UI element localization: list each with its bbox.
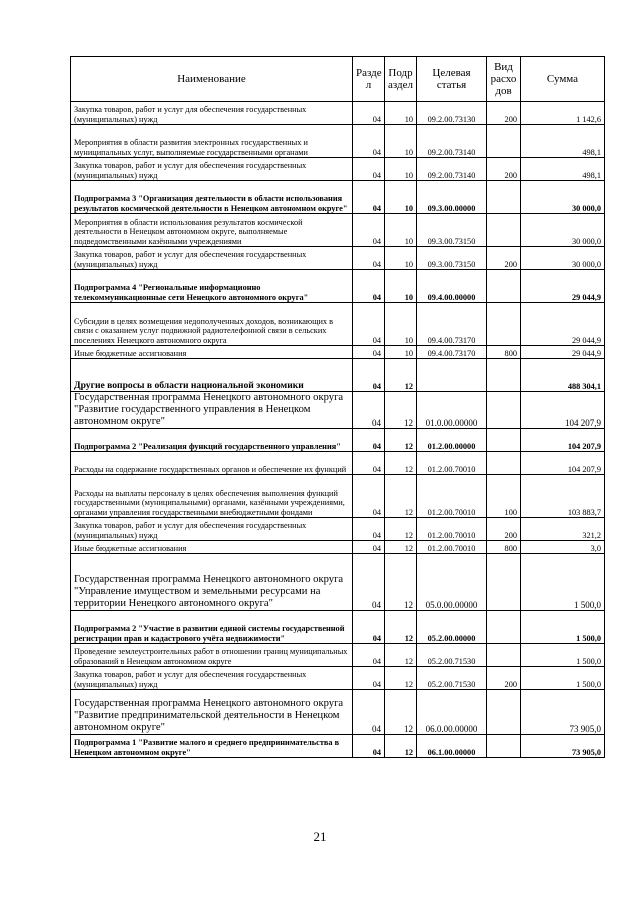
cell-subsection: 12 xyxy=(385,518,417,541)
cell-section: 04 xyxy=(353,346,385,359)
cell-subsection: 12 xyxy=(385,611,417,644)
table-row xyxy=(71,181,605,214)
cell-subsection: 10 xyxy=(385,125,417,158)
table-row xyxy=(71,158,605,181)
cell-target: 06.1.00.00000 xyxy=(417,735,487,758)
table-row xyxy=(71,102,605,125)
cell-section: 04 xyxy=(353,392,385,429)
cell-name: Закупка товаров, работ и услуг для обеспечения государственных (муниципальных) нужд xyxy=(71,102,353,125)
cell-expense-type: 800 xyxy=(487,346,521,359)
cell-name: Государственная программа Ненецкого автономного округа "Развитие предпринимательской деятельности в Ненецком автономном округе" xyxy=(71,690,353,735)
cell-section: 04 xyxy=(353,214,385,247)
cell-subsection: 12 xyxy=(385,359,417,392)
cell-subsection: 12 xyxy=(385,475,417,518)
cell-name: Государственная программа Ненецкого автономного округа "Развитие государственного управления в Ненецком автономном округе" xyxy=(71,392,353,429)
cell-subsection: 12 xyxy=(385,541,417,554)
cell-name: Закупка товаров, работ и услуг для обеспечения государственных (муниципальных) нужд xyxy=(71,158,353,181)
cell-name: Расходы на выплаты персоналу в целях обеспечения выполнения функций государственными (муниципальными) органами, казёнными учреждениями, органами управления государственными внебюджетными фондами xyxy=(71,475,353,518)
cell-name: Проведение землеустроительных работ в отношении границ муниципальных образований в Ненецком автономном округе xyxy=(71,644,353,667)
cell-target: 09.4.00.00000 xyxy=(417,270,487,303)
cell-target: 01.2.00.70010 xyxy=(417,452,487,475)
cell-expense-type xyxy=(487,429,521,452)
cell-subsection: 10 xyxy=(385,158,417,181)
table-row xyxy=(71,667,605,690)
cell-target: 01.2.00.70010 xyxy=(417,475,487,518)
cell-subsection: 10 xyxy=(385,181,417,214)
page-number: 21 xyxy=(313,829,327,844)
cell-sum: 104 207,9 xyxy=(521,392,605,429)
cell-target: 09.4.00.73170 xyxy=(417,303,487,346)
cell-sum: 103 883,7 xyxy=(521,475,605,518)
cell-name: Субсидии в целях возмещения недополученных доходов, возникающих в связи с оказанием услуг подвижной радиотелефонной связи в сельских поселениях Ненецкого автономного округа xyxy=(71,303,353,346)
cell-section: 04 xyxy=(353,158,385,181)
cell-section: 04 xyxy=(353,735,385,758)
cell-target: 01.2.00.70010 xyxy=(417,518,487,541)
cell-sum: 321,2 xyxy=(521,518,605,541)
cell-target: 01.2.00.70010 xyxy=(417,541,487,554)
header-name: Наименование xyxy=(71,57,353,102)
cell-subsection: 12 xyxy=(385,644,417,667)
cell-sum: 73 905,0 xyxy=(521,690,605,735)
cell-expense-type xyxy=(487,611,521,644)
cell-name: Подпрограмма 3 "Организация деятельности в области использования результатов космической деятельности в Ненецком автономном округе" xyxy=(71,181,353,214)
cell-expense-type: 200 xyxy=(487,518,521,541)
cell-subsection: 12 xyxy=(385,429,417,452)
cell-sum: 1 500,0 xyxy=(521,667,605,690)
cell-name: Мероприятия в области развития электронных государственных и муниципальных услуг, выполняемые государственными органами xyxy=(71,125,353,158)
cell-sum: 73 905,0 xyxy=(521,735,605,758)
table-row xyxy=(71,247,605,270)
table-row xyxy=(71,270,605,303)
cell-expense-type xyxy=(487,735,521,758)
cell-name: Подпрограмма 1 "Развитие малого и среднего предпринимательства в Ненецком автономном округе" xyxy=(71,735,353,758)
cell-sum: 498,1 xyxy=(521,158,605,181)
cell-expense-type xyxy=(487,270,521,303)
cell-target: 09.3.00.73150 xyxy=(417,247,487,270)
cell-subsection: 10 xyxy=(385,247,417,270)
table-row xyxy=(71,429,605,452)
cell-target: 09.2.00.73140 xyxy=(417,125,487,158)
cell-subsection: 10 xyxy=(385,303,417,346)
cell-name: Мероприятия в области использования результатов космической деятельности в Ненецком автономном округе, выполняемые подведомственными казёнными учреждениями xyxy=(71,214,353,247)
cell-expense-type xyxy=(487,303,521,346)
table-row xyxy=(71,475,605,518)
cell-sum: 1 142,6 xyxy=(521,102,605,125)
cell-section: 04 xyxy=(353,475,385,518)
cell-target xyxy=(417,359,487,392)
cell-section: 04 xyxy=(353,667,385,690)
cell-name: Подпрограмма 2 "Участие в развитии единой системы государственной регистрации прав и кадастрового учёта недвижимости" xyxy=(71,611,353,644)
cell-name: Закупка товаров, работ и услуг для обеспечения государственных (муниципальных) нужд xyxy=(71,247,353,270)
table-row xyxy=(71,346,605,359)
cell-subsection: 12 xyxy=(385,735,417,758)
cell-target: 09.3.00.00000 xyxy=(417,181,487,214)
cell-target: 01.2.00.00000 xyxy=(417,429,487,452)
cell-subsection: 12 xyxy=(385,667,417,690)
cell-section: 04 xyxy=(353,102,385,125)
table-body xyxy=(71,102,605,758)
cell-expense-type xyxy=(487,644,521,667)
cell-sum: 104 207,9 xyxy=(521,452,605,475)
cell-expense-type xyxy=(487,554,521,611)
cell-sum: 29 044,9 xyxy=(521,270,605,303)
table-row xyxy=(71,518,605,541)
cell-sum: 29 044,9 xyxy=(521,303,605,346)
cell-section: 04 xyxy=(353,554,385,611)
table-row xyxy=(71,214,605,247)
cell-sum: 488 304,1 xyxy=(521,359,605,392)
cell-section: 04 xyxy=(353,429,385,452)
header-subsection: Подр аздел xyxy=(385,57,417,102)
table-header-row xyxy=(71,57,605,102)
budget-table xyxy=(70,56,605,758)
table-row xyxy=(71,303,605,346)
cell-subsection: 12 xyxy=(385,690,417,735)
cell-name: Закупка товаров, работ и услуг для обеспечения государственных (муниципальных) нужд xyxy=(71,518,353,541)
cell-section: 04 xyxy=(353,181,385,214)
table-row xyxy=(71,554,605,611)
cell-expense-type xyxy=(487,392,521,429)
cell-section: 04 xyxy=(353,644,385,667)
cell-subsection: 10 xyxy=(385,102,417,125)
cell-target: 05.0.00.00000 xyxy=(417,554,487,611)
cell-target: 05.2.00.00000 xyxy=(417,611,487,644)
table-row xyxy=(71,611,605,644)
cell-sum: 1 500,0 xyxy=(521,644,605,667)
cell-section: 04 xyxy=(353,303,385,346)
cell-sum: 3,0 xyxy=(521,541,605,554)
cell-sum: 29 044,9 xyxy=(521,346,605,359)
cell-sum: 30 000,0 xyxy=(521,247,605,270)
table-row xyxy=(71,359,605,392)
cell-target: 01.0.00.00000 xyxy=(417,392,487,429)
cell-section: 04 xyxy=(353,611,385,644)
cell-expense-type xyxy=(487,125,521,158)
cell-name: Расходы на содержание государственных органов и обеспечение их функций xyxy=(71,452,353,475)
cell-expense-type: 100 xyxy=(487,475,521,518)
cell-subsection: 12 xyxy=(385,452,417,475)
header-expense-type: Вид расхо дов xyxy=(487,57,521,102)
table-row xyxy=(71,452,605,475)
cell-subsection: 12 xyxy=(385,554,417,611)
table-row xyxy=(71,125,605,158)
cell-expense-type: 800 xyxy=(487,541,521,554)
header-section: Разде л xyxy=(353,57,385,102)
cell-sum: 30 000,0 xyxy=(521,181,605,214)
cell-expense-type xyxy=(487,181,521,214)
cell-section: 04 xyxy=(353,359,385,392)
cell-section: 04 xyxy=(353,541,385,554)
cell-target: 09.2.00.73140 xyxy=(417,158,487,181)
cell-section: 04 xyxy=(353,247,385,270)
table-row xyxy=(71,392,605,429)
cell-name: Подпрограмма 2 "Реализация функций государственного управления" xyxy=(71,429,353,452)
cell-sum: 1 500,0 xyxy=(521,554,605,611)
cell-name: Иные бюджетные ассигнования xyxy=(71,541,353,554)
cell-sum: 1 500,0 xyxy=(521,611,605,644)
cell-expense-type: 200 xyxy=(487,158,521,181)
cell-target: 05.2.00.71530 xyxy=(417,644,487,667)
cell-target: 06.0.00.00000 xyxy=(417,690,487,735)
cell-name: Закупка товаров, работ и услуг для обеспечения государственных (муниципальных) нужд xyxy=(71,667,353,690)
cell-subsection: 10 xyxy=(385,214,417,247)
cell-expense-type: 200 xyxy=(487,667,521,690)
cell-expense-type xyxy=(487,452,521,475)
cell-section: 04 xyxy=(353,270,385,303)
table-row xyxy=(71,735,605,758)
cell-sum: 104 207,9 xyxy=(521,429,605,452)
cell-target: 09.3.00.73150 xyxy=(417,214,487,247)
cell-name: Государственная программа Ненецкого автономного округа "Управление имуществом и земельными ресурсами на территории Ненецкого автономного округа" xyxy=(71,554,353,611)
cell-section: 04 xyxy=(353,125,385,158)
cell-sum: 30 000,0 xyxy=(521,214,605,247)
cell-expense-type xyxy=(487,359,521,392)
cell-name: Иные бюджетные ассигнования xyxy=(71,346,353,359)
cell-expense-type: 200 xyxy=(487,102,521,125)
cell-target: 09.4.00.73170 xyxy=(417,346,487,359)
cell-expense-type: 200 xyxy=(487,247,521,270)
table-row xyxy=(71,644,605,667)
cell-target: 05.2.00.71530 xyxy=(417,667,487,690)
cell-name: Подпрограмма 4 "Региональные информационно телекоммуникационные сети Ненецкого автономного округа" xyxy=(71,270,353,303)
cell-subsection: 12 xyxy=(385,392,417,429)
cell-expense-type xyxy=(487,690,521,735)
cell-subsection: 10 xyxy=(385,346,417,359)
header-sum: Сумма xyxy=(521,57,605,102)
cell-target: 09.2.00.73130 xyxy=(417,102,487,125)
cell-section: 04 xyxy=(353,518,385,541)
cell-subsection: 10 xyxy=(385,270,417,303)
cell-section: 04 xyxy=(353,452,385,475)
table-row xyxy=(71,541,605,554)
cell-expense-type xyxy=(487,214,521,247)
cell-sum: 498,1 xyxy=(521,125,605,158)
header-target: Целевая статья xyxy=(417,57,487,102)
cell-section: 04 xyxy=(353,690,385,735)
cell-name: Другие вопросы в области национальной экономики xyxy=(71,359,353,392)
table-row xyxy=(71,690,605,735)
